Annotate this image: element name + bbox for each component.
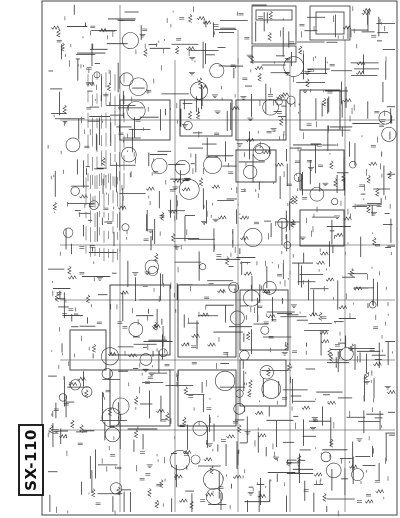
model-title-box	[18, 424, 44, 496]
model-title: SX-110	[22, 429, 40, 491]
